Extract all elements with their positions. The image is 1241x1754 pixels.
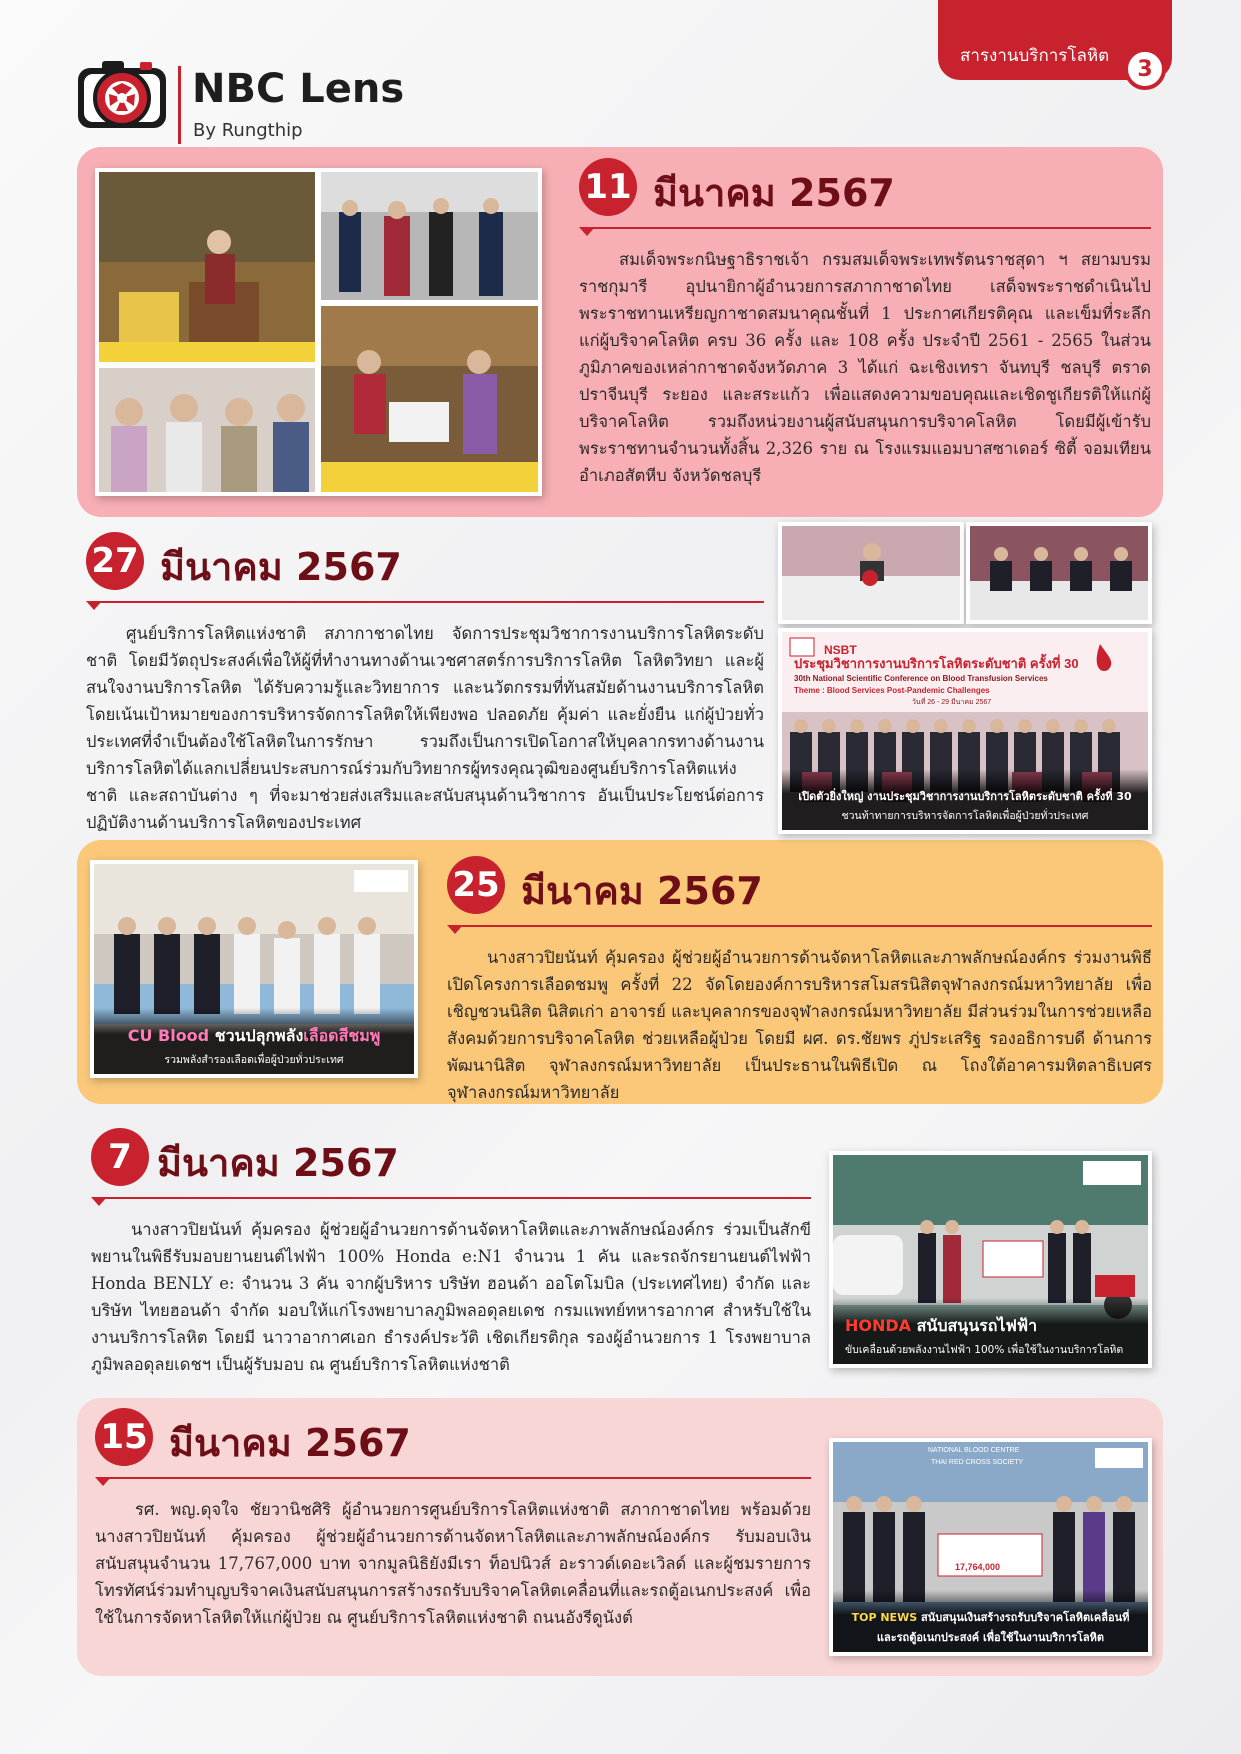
photo-caption — [833, 1298, 1148, 1364]
caption-brand: HONDA — [845, 1316, 912, 1335]
section-march-25 — [447, 856, 1152, 1106]
section-body-text: สมเด็จพระกนิษฐาธิราชเจ้า กรมสมเด็จพระเทพรัตนราชสุดา ฯ สยามบรมราชกุมารี อุปนายิกาผู้อำนวยการสภากาชาดไทย เสด็จพระราชดำเนินไปพระราชทานเหรียญกาชาดสมนาคุณชั้นที่ 1 ประกาศเกียรติคุณ และเข็มที่ระลึกแก่ผู้บริจาคโลหิต ครบ 36 ครั้ง และ 108 ครั้ง ประจำปี 2561 - 2565 ในส่วนภูมิภาคของเหล่ากาชาดจังหวัดภาค 3 ได้แก่ ฉะเชิงเทรา จันทบุรี ชลบุรี ตราด ปราจีนบุรี ระยอง และสระแก้ว เพื่อแสดงความขอบคุณและเชิดชูเกียรติให้แก่ผู้บริจาคโลหิต รวมถึงหน่วยงานผู้สนับสนุนการบริจาคโลหิต โดยมีผู้เข้ารับพระราชทานจำนวนทั้งสิ้น 2,326 ราย ณ โรงแรมแอมบาสซาเดอร์ ซิตี้ จอมเทียน อำเภอสัตหีบ จังหวัดชลบุรี — [579, 250, 1151, 485]
section-body-text: นางสาวปิยนันท์ คุ้มครอง ผู้ช่วยผู้อำนวยการด้านจัดหาโลหิตและภาพลักษณ์องค์กร ร่วมงานพิธีเปิดโครงการเลือดชมพู ครั้งที่ 22 จัดโดยองค์การบริหารสโมสรนิสิตจุฬาลงกรณ์มหาวิทยาลัย เพื่อเชิญชวนนิสิต นิสิตเก่า อาจารย์ และบุคลากรของจุฬาลงกรณ์มหาวิทยาลัย มีส่วนร่วมในการช่วยเหลือสังคมด้วยการบริจาคโลหิต ช่วยเหลือผู้ป่วย โดยมี ผศ. ดร.ชัยพร ภู่ประเสริฐ รองอธิการบดี ด้านการพัฒนานิสิต จุฬาลงกรณ์มหาวิทยาลัย เป็นประธานในพิธีเปิด ณ โถงใต้อาคารมหิตลาธิเบศร จุฬาลงกรณ์มหาวิทยาลัย — [447, 948, 1152, 1102]
caption-subtitle: ขับเคลื่อนด้วยพลังงานไฟฟ้า 100% เพื่อใช้ในงานบริการโลหิต — [845, 1344, 1124, 1356]
section-divider — [447, 922, 1152, 936]
date-month-year: มีนาคม 2567 — [160, 545, 402, 589]
conference-photo-2 — [966, 522, 1152, 624]
section-divider — [91, 1194, 811, 1208]
top-news-photo — [829, 1438, 1152, 1656]
date-month-year: มีนาคม 2567 — [169, 1421, 411, 1465]
caption-brand: TOP NEWS — [851, 1611, 918, 1624]
caption-brand: CU Blood — [127, 1026, 210, 1045]
caption-line-2: และรถตู้อเนกประสงค์ เพื่อใช้ในงานบริการโลหิต — [876, 1631, 1105, 1644]
caption-line-2: ชวนท้าทายการบริหารจัดการโลหิตเพื่อผู้ป่วยทั่วประเทศ — [841, 810, 1089, 822]
section-divider — [579, 224, 1151, 238]
building-sign-line-2: THAI RED CROSS SOCIETY — [931, 1459, 1024, 1466]
section-body-text: ศูนย์บริการโลหิตแห่งชาติ สภากาชาดไทย จัดการประชุมวิชาการงานบริการโลหิตระดับชาติ โดยมีวัตถุประสงค์เพื่อให้ผู้ที่ทำงานทางด้านเวชศาสตร์การบริการโลหิต โลหิตวิทยา และผู้สนใจงานบริการโลหิต ได้รับความรู้และวิทยาการ และนวัตกรรมที่ทันสมัยด้านงานบริการโลหิต โดยเน้นเป้าหมายของการบริหารจัดการโลหิตให้เพียงพอ ปลอดภัย คุ้มค่า และยั่งยืน แก่ผู้ป่วยทั่วประเทศที่จำเป็นต้องใช้โลหิตในการรักษา รวมถึงเป็นการเปิดโอกาสให้บุคลากรทางด้านงานบริการโลหิตได้แลกเปลี่ยนประสบการณ์ร่วมกับวิทยากรผู้ทรงคุณวุฒิของศูนย์บริการโลหิตแห่งชาติ และสถาบันต่าง ๆ ที่จะมาช่วยส่งเสริมและสนับสนุนด้านวิชาการ อันเป็นประโยชน์ต่อการปฏิบัติงานด้านบริการโลหิตของประเทศ — [86, 624, 764, 832]
photo-caption — [782, 769, 1148, 830]
date-day-badge: 7 — [91, 1128, 149, 1186]
caption-line-1: เปิดตัวยิ่งใหญ่ งานประชุมวิชาการงานบริการโลหิตระดับชาติ ครั้งที่ 30 — [798, 790, 1132, 803]
date-month-year: มีนาคม 2567 — [157, 1141, 399, 1185]
camera-icon — [76, 58, 168, 132]
section-march-27 — [86, 532, 764, 836]
caption-rest: สนับสนุนรถไฟฟ้า — [916, 1316, 1038, 1335]
banner-date: วันที่ 26 - 29 มีนาคม 2567 — [912, 699, 992, 706]
caption-highlight: เลือดสีชมพู — [303, 1026, 381, 1045]
header-tab-label: สารงานบริการโลหิต — [960, 46, 1110, 66]
header-tab — [938, 0, 1172, 80]
date-day-badge: 27 — [86, 532, 144, 590]
honda-photo — [829, 1151, 1152, 1368]
cheque-amount: 17,764,000 — [955, 1562, 1001, 1572]
banner-logo: NSBT — [824, 643, 857, 657]
section-divider — [86, 598, 764, 612]
caption-subtitle: รวมพลังสำรองเลือดเพื่อผู้ป่วยทั่วประเทศ — [164, 1054, 344, 1066]
date-day-badge: 25 — [447, 856, 505, 914]
section-body-text: รศ. พญ.ดุจใจ ชัยวานิชศิริ ผู้อำนวยการศูนย์บริการโลหิตแห่งชาติ สภากาชาดไทย พร้อมด้วยนางสาวปิยนันท์ คุ้มครอง ผู้ช่วยผู้อำนวยการด้านจัดหาโลหิตและภาพลักษณ์องค์กร รับมอบเงินสนับสนุนจำนวน 17,767,000 บาท จากมูลนิธิยังมีเรา ท็อปนิวส์ อะราวด์เดอะเวิลด์ และผู้ชมรายการโทรทัศน์ร่วมทำบุญบริจาคเงินสนับสนุนการสร้างรถรับบริจาคโลหิตเคลื่อนที่และรถตู้อเนกประสงค์ เพื่อใช้ในการจัดหาโลหิตให้แก่ผู้ป่วย ณ ศูนย์บริการโลหิตแห่งชาติ ถนนอังรีดูนังต์ — [95, 1500, 811, 1627]
banner-subtitle: 30th National Scientific Conference on Blood Transfusion Services — [794, 674, 1048, 683]
cu-blood-photo — [90, 860, 418, 1078]
page-number: 3 — [1124, 48, 1166, 90]
banner-theme: Theme : Blood Services Post-Pandemic Challenges — [794, 686, 990, 695]
section-march-7 — [91, 1128, 811, 1378]
date-month-year: มีนาคม 2567 — [653, 171, 895, 215]
conference-group-photo — [778, 628, 1152, 834]
section-divider — [95, 1474, 811, 1488]
brand-subtitle: By Rungthip — [193, 120, 303, 141]
building-sign-line-1: NATIONAL BLOOD CENTRE — [928, 1447, 1020, 1454]
logo-divider — [178, 66, 181, 144]
date-day-badge: 15 — [95, 1408, 153, 1466]
photo-caption — [94, 1008, 414, 1074]
date-month-year: มีนาคม 2567 — [521, 869, 763, 913]
section-march-11 — [579, 158, 1151, 489]
caption-rest: สนับสนุนเงินสร้างรถรับบริจาคโลหิตเคลื่อนที่ — [920, 1611, 1130, 1624]
date-day-badge: 11 — [579, 158, 637, 216]
conference-photo-1 — [778, 522, 964, 624]
collage-photo-section-1 — [95, 168, 542, 496]
section-body-text: นางสาวปิยนันท์ คุ้มครอง ผู้ช่วยผู้อำนวยการด้านจัดหาโลหิตและภาพลักษณ์องค์กร ร่วมเป็นสักขีพยานในพิธีรับมอบยานยนต์ไฟฟ้า 100% Honda e:N1 จำนวน 1 คัน และรถจักรยานยนต์ไฟฟ้า Honda BENLY e: จำนวน 3 คัน จากผู้บริหาร บริษัท ฮอนด้า ออโตโมบิล (ประเทศไทย) จำกัด และบริษัท ไทยฮอนด้า จำกัด มอบให้แก่โรงพยาบาลภูมิพลอดุลยเดช กรมแพทย์ทหารอากาศ สำหรับใช้ในงานบริการโลหิต โดยมี นาวาอากาศเอก ธำรงค์ประวัติ เชิดเกียรติกุล รองผู้อำนวยการ 1 โรงพยาบาลภูมิพลอดุลยเดชฯ เป็นผู้รับมอบ ณ ศูนย์บริการโลหิตแห่งชาติ — [91, 1220, 811, 1374]
photo-caption — [833, 1590, 1148, 1652]
brand-title: NBC Lens — [192, 66, 405, 112]
caption-mid: ชวนปลุกพลัง — [214, 1026, 304, 1045]
section-march-15 — [95, 1408, 811, 1631]
banner-title: ประชุมวิชาการงานบริการโลหิตระดับชาติ ครั้งที่ 30 — [794, 656, 1079, 671]
